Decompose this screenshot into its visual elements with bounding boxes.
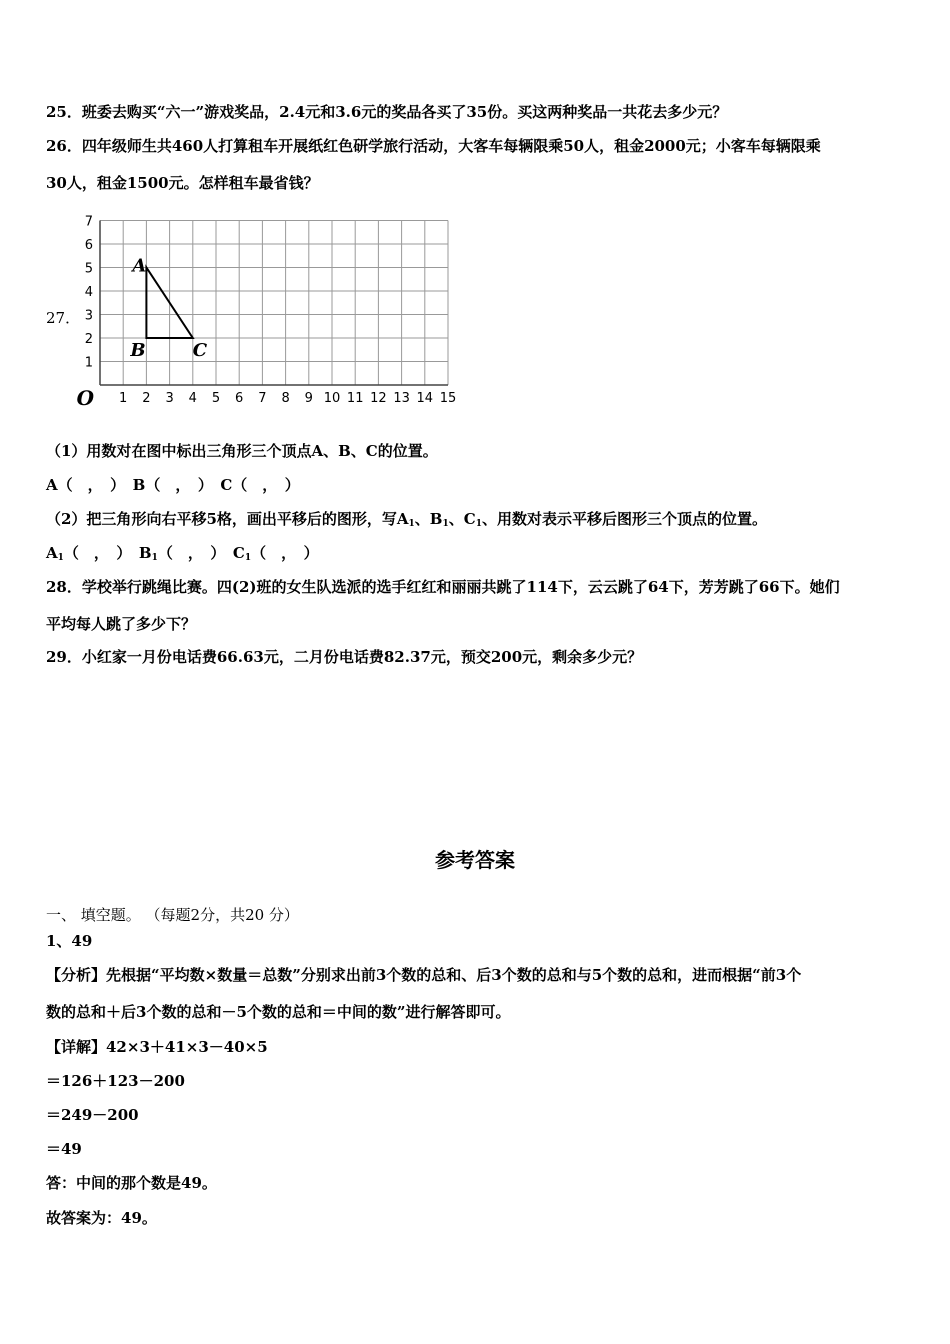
x-tick-label: 9: [304, 391, 313, 406]
step-1: ＝126＋123－200: [46, 1072, 185, 1090]
y-tick-label: 3: [84, 308, 93, 324]
y-tick-label: 2: [84, 332, 93, 347]
y-tick-label: 4: [84, 285, 93, 300]
question-26-line1: 26．四年级师生共460人打算租车开展纸红色研学旅行活动，大客车每辆限乘50人，租金2000元；小客车每辆限乘: [46, 137, 821, 155]
vertex-label-c: C: [192, 340, 208, 361]
x-tick-label: 15: [439, 391, 457, 406]
detail: 【详解】42×3＋41×3－40×5: [46, 1038, 268, 1056]
x-tick-label: 8: [281, 391, 290, 406]
question-28-line1: 28．学校举行跳绳比赛。四(2)班的女生队选派的选手红红和丽丽共跳了114下，云云跳了64下，芳芳跳了66下。她们: [46, 578, 840, 596]
analysis-line1: 【分析】先根据“平均数×数量＝总数”分别求出前3个数的总和、后3个数的总和与5个数的总和，进而根据“前3个: [46, 966, 802, 984]
x-tick-label: 13: [393, 391, 410, 406]
question-27-label: 27．: [46, 309, 81, 327]
x-tick-label: 1: [119, 391, 128, 406]
question-27-part2: （2）把三角形向右平移5格，画出平移后的图形，写$A_1$、$B_1$、$C_1$、用数对表示平移后图形三个顶点的位置。: [46, 510, 767, 529]
x-tick-label: 7: [258, 391, 267, 406]
answers-title: 参考答案: [435, 848, 515, 872]
answers-section: 一、 填空题。 （每题2分，共20 分）: [46, 906, 299, 924]
x-tick-label: 10: [323, 391, 341, 406]
question-26-line2: 30人，租金1500元。怎样租车最省钱？: [46, 174, 319, 192]
question-27-blank2: $A_1$（ ， ） $B_1$（ ， ） $C_1$（ ， ）: [46, 544, 319, 563]
origin-label: O: [76, 386, 94, 410]
final-answer: 故答案为：49。: [46, 1209, 157, 1227]
vertex-label-b: B: [130, 340, 146, 361]
y-tick-label: 6: [84, 238, 93, 253]
x-tick-label: 2: [142, 391, 151, 406]
analysis-line2: 数的总和＋后3个数的总和－5个数的总和＝中间的数”进行解答即可。: [46, 1003, 511, 1021]
question-27-blank1: A（ ， ） B（ ， ） C（ ， ）: [46, 476, 300, 494]
x-tick-label: 12: [370, 391, 387, 406]
step-3: ＝49: [46, 1140, 82, 1158]
answer-statement: 答：中间的那个数是49。: [46, 1174, 217, 1192]
question-29: 29．小红家一月份电话费66.63元，二月份电话费82.37元，预交200元，剩余多少元？: [46, 648, 643, 666]
coordinate-grid: [76, 212, 480, 412]
question-28-line2: 平均每人跳了多少下？: [46, 615, 197, 633]
x-tick-label: 11: [346, 391, 364, 406]
y-tick-label: 7: [84, 214, 93, 230]
x-tick-label: 6: [235, 391, 244, 406]
vertex-label-a: A: [132, 255, 147, 277]
question-27-part1: （1）用数对在图中标出三角形三个顶点A、B、C的位置。: [46, 442, 438, 460]
y-tick-label: 5: [84, 261, 93, 277]
x-tick-label: 14: [416, 391, 434, 406]
x-tick-label: 3: [165, 391, 174, 406]
step-2: ＝249－200: [46, 1106, 139, 1124]
y-tick-label: 1: [84, 355, 93, 371]
question-25: 25．班委去购买“六一”游戏奖品，2.4元和3.6元的奖品各买了35份。买这两种奖品一共花去多少元？: [46, 103, 728, 121]
x-tick-label: 4: [188, 391, 197, 406]
x-tick-label: 5: [211, 391, 221, 406]
answer-1: 1、49: [46, 932, 93, 950]
